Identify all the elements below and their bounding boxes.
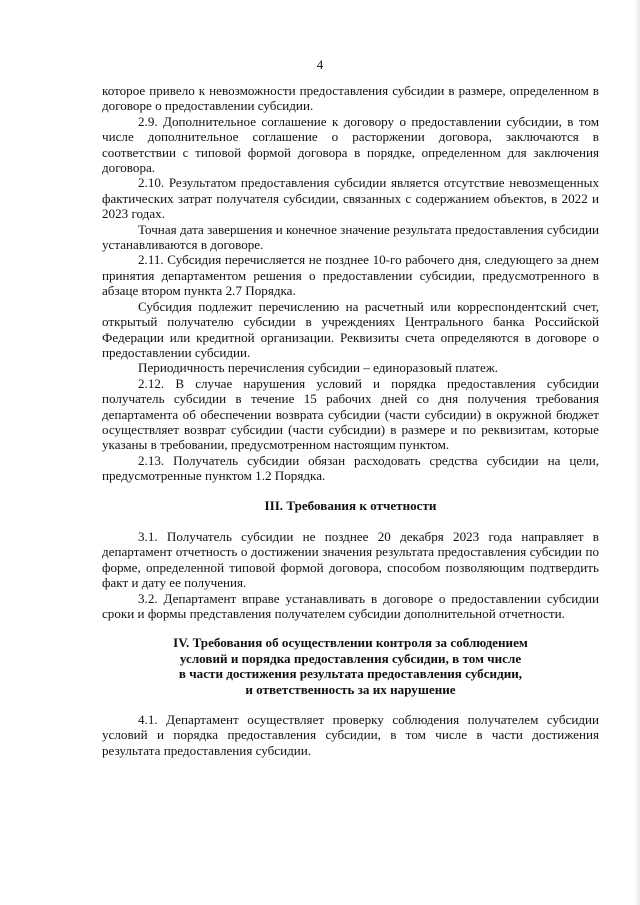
- paragraph-2-9: 2.9. Дополнительное соглашение к договору о предоставлении субсидии, в том числе дополнительное соглашение о расторжении договора, заключаются в соответствии с типовой формой договора в порядке, определенном для заключения договора.: [102, 113, 599, 176]
- section-4-heading-line-2: условий и порядка предоставления субсидии, в том числе: [179, 650, 522, 666]
- paragraph-2-10: 2.10. Результатом предоставления субсидии является отсутствие невозмещенных фактических затрат получателя субсидии, связанных с содержанием объектов, в 2022 и 2023 годах.: [102, 175, 599, 222]
- paragraph-2-12: 2.12. В случае нарушения условий и порядка предоставления субсидии получатель субсидии в течение 15 рабочих дней со дня получения требования департамента об обеспечении возврата субсидии (части субсидии) в окружной бюджет осуществляет возврат субсидии (части субсидии) в размере и по реквизитам, которые указаны в требовании, предусмотренном настоящим пунктом.: [102, 375, 599, 453]
- section-4-heading-line-4: и ответственность за их нарушение: [245, 681, 456, 697]
- paragraph-2-11-periodicity: Периодичность перечисления субсидии – единоразовый платеж.: [138, 360, 499, 376]
- paragraph-2-11-account: Субсидия подлежит перечислению на расчетный или корреспондентский счет, открытый получателю субсидии в учреждениях Центрального банка Российской Федерации или кредитной организации. Реквизиты счета определяются в договоре о предоставлении субсидии.: [102, 298, 599, 360]
- paragraph-3-2: 3.2. Департамент вправе устанавливать в договоре о предоставлении субсидии сроки и формы представления получателем субсидии дополнительной отчетности.: [102, 590, 599, 621]
- section-3-heading: III. Требования к отчетности: [264, 497, 437, 513]
- spacer: [102, 484, 599, 498]
- paragraph-2-11: 2.11. Субсидия перечисляется не позднее 10-го рабочего дня, следующего за днем принятия департаментом решения о предоставлении субсидии, предусмотренного в абзаце втором пункта 2.7 Порядка.: [102, 252, 599, 299]
- paragraph-4-1: 4.1. Департамент осуществляет проверку соблюдения получателем субсидии условий и порядка предоставления субсидии, в том числе в части достижения результата предоставления субсидии.: [102, 712, 599, 758]
- page-number: 4: [316, 57, 324, 72]
- paragraph-2-13: 2.13. Получатель субсидии обязан расходовать средства субсидии на цели, предусмотренные пунктом 1.2 Порядка.: [102, 452, 599, 484]
- spacer: [102, 513, 599, 529]
- document-body: [102, 83, 599, 758]
- section-4-heading-line-3: в части достижения результата предоставления субсидии,: [178, 666, 523, 682]
- spacer: [102, 697, 599, 712]
- paragraph-2-10-result-date: Точная дата завершения и конечное значение результата предоставления субсидии устанавливаются в договоре.: [102, 221, 599, 253]
- spacer: [102, 621, 599, 635]
- section-4-heading-line-1: IV. Требования об осуществлении контроля за соблюдением: [173, 635, 528, 651]
- page-edge-shadow: [634, 0, 640, 905]
- paragraph-3-1: 3.1. Получатель субсидии не позднее 20 декабря 2023 года направляет в департамент отчетность о достижении значения результата предоставления субсидии по форме, определенной типовой формой договора, способом позволяющим подтвердить факт и дату ее получения.: [102, 528, 599, 591]
- paragraph-continuation: которое привело к невозможности предоставления субсидии в размере, определенном в договоре о предоставлении субсидии.: [102, 83, 599, 114]
